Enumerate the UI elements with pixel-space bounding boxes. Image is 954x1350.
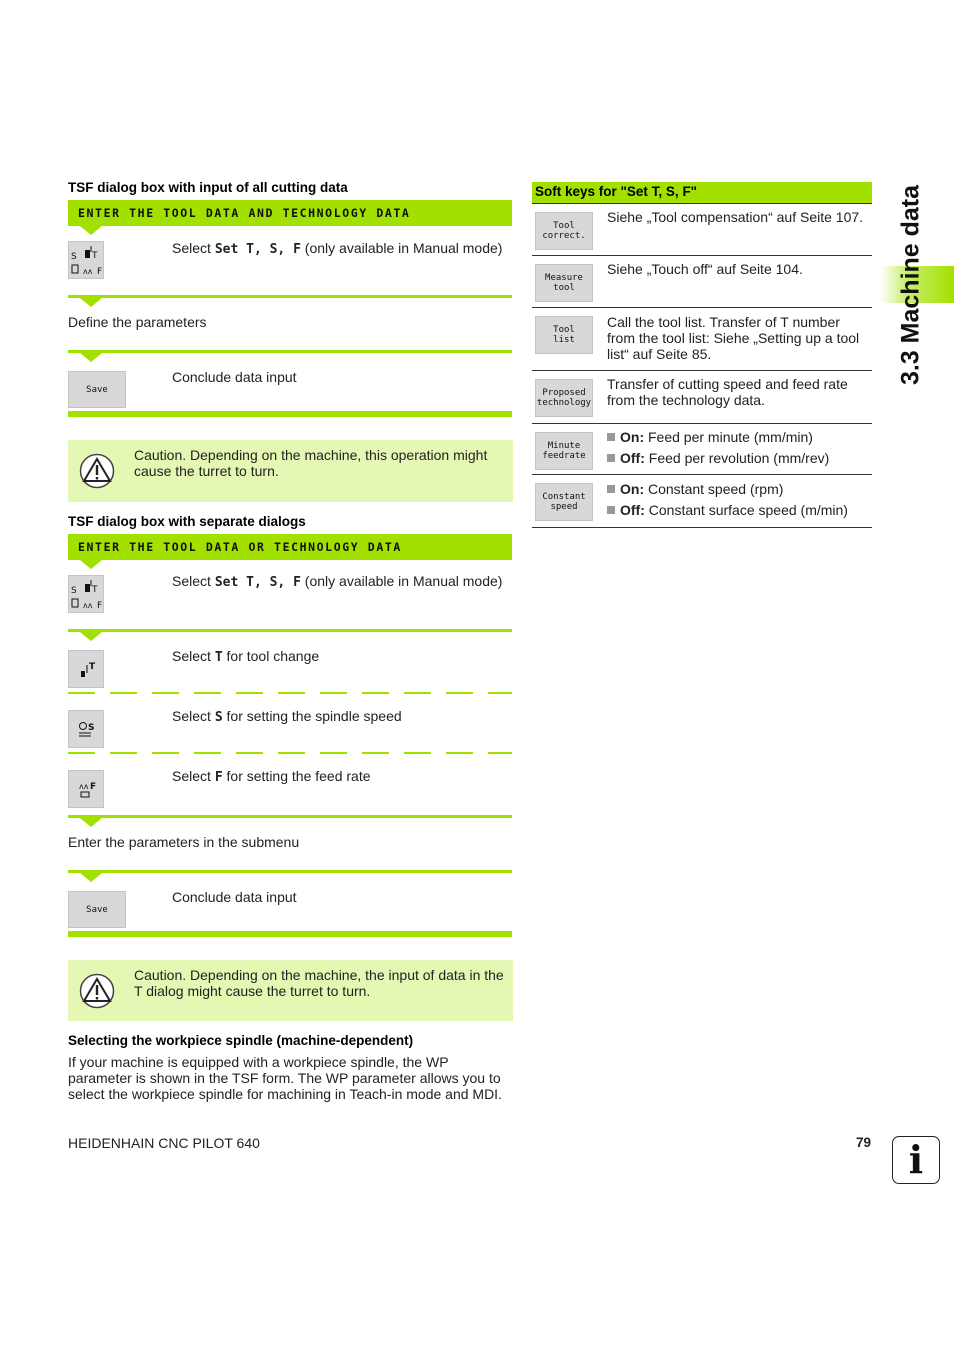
t-post: for tool change <box>222 648 320 664</box>
caution-text: Caution. Depending on the machine, this operation might cause the turret to turn. <box>134 447 488 479</box>
info-icon <box>892 1136 940 1184</box>
minute-feedrate-softkey[interactable] <box>535 432 593 470</box>
key-line2: correct. <box>542 231 586 241</box>
section3-heading: Selecting the workpiece spindle (machine-dependent) <box>68 1033 414 1048</box>
divider <box>68 629 512 632</box>
step1-code: Set T, S, F <box>214 575 301 590</box>
divider <box>68 295 512 298</box>
section3-body: If your machine is equipped with a workpiece spindle, the WP parameter is shown in the TSF form. The WP parameter allows you to select the workpiece spindle for machining in Teach-in mode and MDI. <box>68 1054 502 1102</box>
divider <box>68 350 512 353</box>
svg-text:F: F <box>97 601 103 611</box>
bullet-icon <box>607 454 615 462</box>
divider <box>68 815 512 818</box>
measure-tool-softkey[interactable] <box>535 264 593 302</box>
tool-correct-softkey[interactable] <box>535 212 593 250</box>
down-arrow-icon <box>80 226 102 235</box>
section1-dialog-bar <box>68 200 512 226</box>
svg-text:ᴧᴧ: ᴧᴧ <box>79 782 89 791</box>
constant-speed-softkey[interactable] <box>535 483 593 521</box>
caution-text: Caution. Depending on the machine, the input of data in the T dialog might cause the turret to turn. <box>134 967 504 999</box>
save-softkey[interactable]: Save <box>68 891 126 928</box>
key-line1: Constant <box>542 492 586 502</box>
spindle-speed-softkey[interactable] <box>68 710 104 748</box>
svg-text:F: F <box>97 267 103 277</box>
s-pre: Select <box>172 708 215 724</box>
s-step <box>172 708 402 726</box>
divider <box>68 870 512 873</box>
section1-step3: Conclude data input <box>172 369 297 385</box>
f-step <box>172 768 371 786</box>
tool-list-softkey[interactable] <box>535 316 593 354</box>
divider-bold <box>68 411 512 417</box>
svg-text:F: F <box>90 782 97 792</box>
key-line1: Measure <box>545 273 583 283</box>
tool-icon <box>69 651 105 689</box>
f-code: F <box>214 770 223 785</box>
off-text: Feed per revolution (mm/rev) <box>644 450 830 466</box>
softkeys-table-header <box>532 182 872 204</box>
conclude-step: Conclude data input <box>172 889 297 905</box>
feed-rate-softkey[interactable] <box>68 770 104 808</box>
section2-dialog-bar <box>68 534 512 560</box>
down-arrow-icon <box>80 818 102 827</box>
on-text: Constant speed (rpm) <box>644 481 784 497</box>
f-pre: Select <box>172 768 215 784</box>
caution-box <box>68 960 513 1021</box>
bullet-icon <box>607 506 615 514</box>
page-number: 79 <box>856 1135 872 1150</box>
tool-change-softkey[interactable] <box>68 650 104 688</box>
section1-step2: Define the parameters <box>68 314 207 330</box>
bullet-icon <box>607 433 615 441</box>
key-line1: Minute <box>547 441 581 451</box>
s-code: S <box>214 710 223 725</box>
svg-text:T: T <box>89 662 96 672</box>
set-tsf-softkey[interactable] <box>68 241 104 279</box>
submenu-step: Enter the parameters in the submenu <box>68 834 300 850</box>
softkey-desc <box>607 481 869 518</box>
feed-icon <box>69 771 105 809</box>
softkey-row-measure-tool <box>532 256 872 308</box>
warning-icon <box>79 453 115 489</box>
step1-post: (only available in Manual mode) <box>300 240 503 256</box>
spindle-icon <box>69 711 105 749</box>
key-line2: tool <box>553 283 575 293</box>
proposed-technology-softkey[interactable] <box>535 379 593 417</box>
softkey-row-tool-list <box>532 308 872 371</box>
softkey-desc <box>607 429 869 466</box>
key-line2: list <box>553 335 575 345</box>
on-label: On: <box>620 481 645 497</box>
svg-text:ᴧᴧ: ᴧᴧ <box>83 267 93 276</box>
svg-text:S: S <box>71 586 77 596</box>
save-softkey[interactable]: Save <box>68 371 126 408</box>
section1-bar-text: ENTER THE TOOL DATA AND TECHNOLOGY DATA <box>78 206 411 220</box>
off-label: Off: <box>620 502 645 518</box>
on-text: Feed per minute (mm/min) <box>644 429 813 445</box>
bullet-icon <box>607 485 615 493</box>
step1-pre: Select <box>172 573 215 589</box>
key-line2: technology <box>536 398 592 408</box>
down-arrow-icon <box>80 560 102 569</box>
set-tsf-softkey[interactable] <box>68 575 104 613</box>
svg-text:ᴧᴧ: ᴧᴧ <box>83 601 93 610</box>
info-icon-glyph: i <box>908 1137 924 1182</box>
step1-post: (only available in Manual mode) <box>300 573 503 589</box>
softkey-row-tool-correct <box>532 204 872 256</box>
softkey-row-constant-speed <box>532 475 872 528</box>
dashed-divider <box>68 752 512 754</box>
on-label: On: <box>620 429 645 445</box>
section2-heading: TSF dialog box with separate dialogs <box>68 514 306 529</box>
step1-pre: Select <box>172 240 215 256</box>
off-text: Constant surface speed (m/min) <box>644 502 848 518</box>
softkey-desc: Siehe „Tool compensation“ auf Seite 107. <box>607 209 864 225</box>
softkey-row-proposed-technology <box>532 371 872 424</box>
tsf-icon <box>69 242 105 280</box>
t-code: T <box>214 650 223 665</box>
t-pre: Select <box>172 648 215 664</box>
svg-text:S: S <box>88 723 95 733</box>
svg-text:T: T <box>92 251 98 261</box>
f-post: for setting the feed rate <box>222 768 371 784</box>
tsf-icon <box>69 576 105 614</box>
footer-left: HEIDENHAIN CNC PILOT 640 <box>68 1135 260 1151</box>
side-tab-label: 3.3 Machine data <box>896 184 925 386</box>
s-post: for setting the spindle speed <box>222 708 402 724</box>
section1-heading: TSF dialog box with input of all cutting data <box>68 180 348 195</box>
key-line2: speed <box>550 502 578 512</box>
off-label: Off: <box>620 450 645 466</box>
softkey-desc: Call the tool list. Transfer of T number from the tool list: Siehe „Setting up a tool list“ auf Seite 85. <box>607 314 860 362</box>
softkeys-title: Soft keys for "Set T, S, F" <box>535 184 698 199</box>
key-line1: Tool <box>553 325 575 335</box>
svg-text:T: T <box>92 585 98 595</box>
key-line1: Proposed <box>542 388 586 398</box>
softkey-desc: Transfer of cutting speed and feed rate from the technology data. <box>607 376 848 408</box>
section2-step1 <box>172 573 502 591</box>
divider-bold <box>68 931 512 937</box>
dashed-divider <box>68 692 512 694</box>
side-tab-label-wrap <box>896 180 926 390</box>
down-arrow-icon <box>80 298 102 307</box>
down-arrow-icon <box>80 873 102 882</box>
section2-bar-text: ENTER THE TOOL DATA OR TECHNOLOGY DATA <box>78 540 402 554</box>
down-arrow-icon <box>80 353 102 362</box>
softkey-row-minute-feedrate <box>532 424 872 475</box>
key-line2: feedrate <box>542 451 586 461</box>
caution-box <box>68 440 513 502</box>
softkey-desc: Siehe „Touch off“ auf Seite 104. <box>607 261 803 277</box>
key-line1: Tool <box>553 221 575 231</box>
warning-icon <box>79 973 115 1009</box>
svg-text:S: S <box>71 252 77 262</box>
section1-step1 <box>172 240 502 258</box>
t-step <box>172 648 319 666</box>
step1-code: Set T, S, F <box>214 242 301 257</box>
down-arrow-icon <box>80 632 102 641</box>
